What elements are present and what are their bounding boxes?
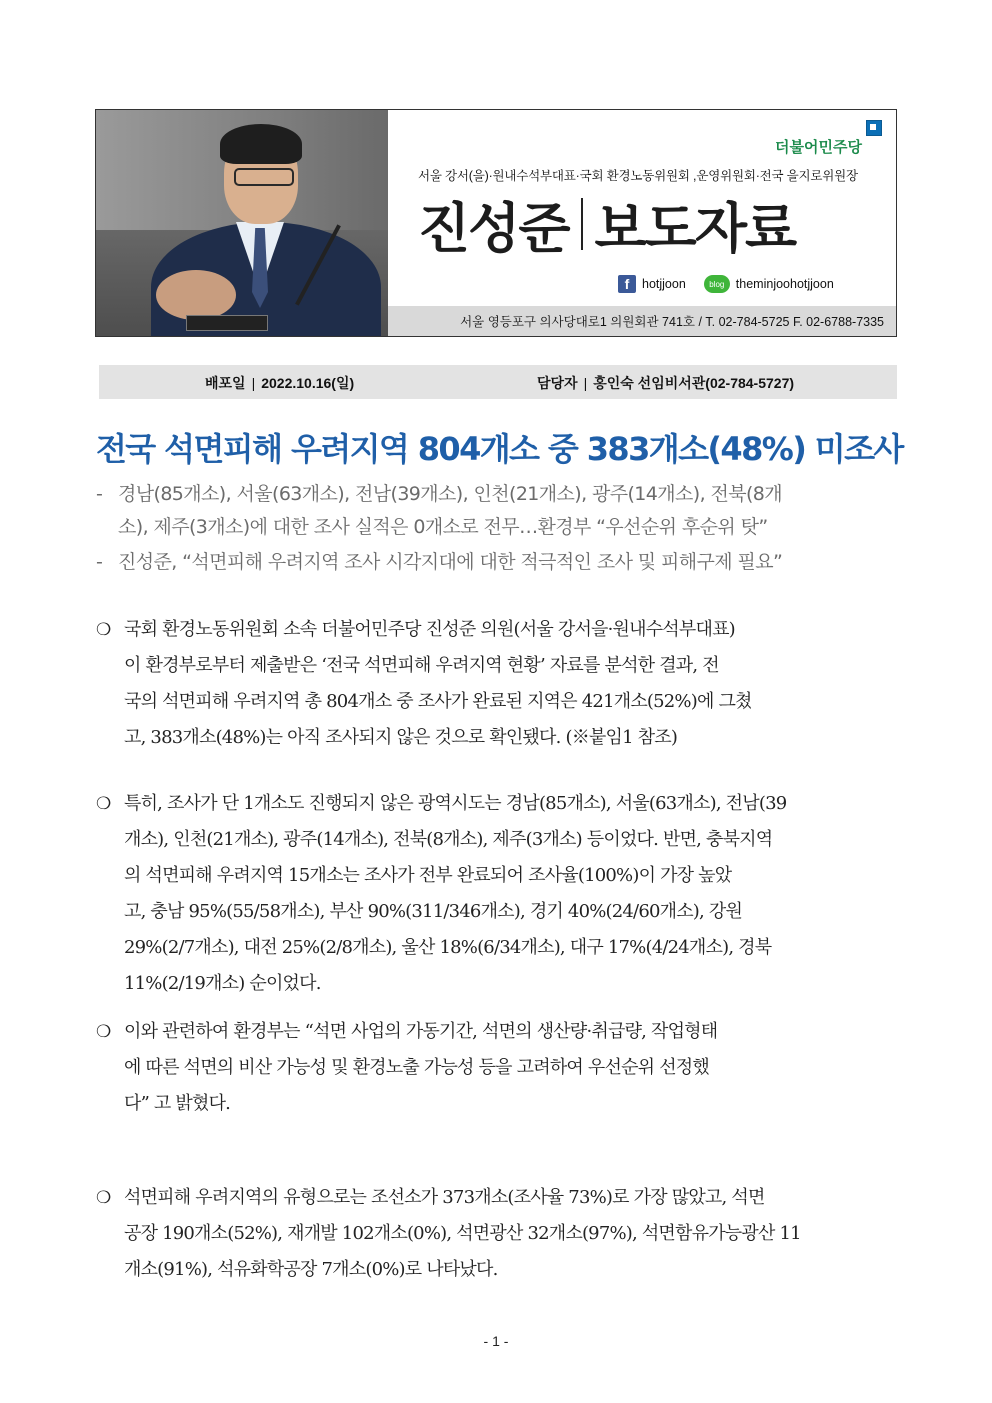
paragraph-line: 국의 석면피해 우려지역 총 804개소 중 조사가 완료된 지역은 421개소(52%)에 그쳤 <box>124 691 752 712</box>
bullet-marker: ❍ <box>96 620 111 640</box>
paragraph-line: 의 석면피해 우려지역 15개소는 조사가 전부 완료되어 조사율(100%)이 가장 높았 <box>124 865 732 886</box>
party-flag-icon <box>866 120 882 136</box>
page-number: - 1 - <box>483 1333 509 1349</box>
facebook-handle: hotjjoon <box>642 277 686 291</box>
banner-title <box>418 184 888 264</box>
paragraph-line: 고, 충남 95%(55/58개소), 부산 90%(311/346개소), 경기 40%(24/60개소), 강원 <box>124 901 743 922</box>
paragraph-line: 석면피해 우려지역의 유형으로는 조선소가 373개소(조사율 73%)로 가장 많았고, 석면 <box>124 1187 765 1208</box>
paragraph-line: 공장 190개소(52%), 재개발 102개소(0%), 석면광산 32개소(97%), 석면함유가능광산 11 <box>124 1223 801 1244</box>
contact-person <box>537 373 794 393</box>
paragraph-line: 개소(91%), 석유화학공장 7개소(0%)로 나타났다. <box>124 1259 498 1280</box>
headline: 전국 석면피해 우려지역 804개소 중 383개소(48%) 미조사 <box>96 430 903 468</box>
party-logo <box>775 120 882 157</box>
date-label: 배포일 <box>205 375 246 391</box>
dash-marker: - <box>96 551 103 573</box>
subheadline-2 <box>96 546 898 579</box>
paragraph-2 <box>96 786 896 1002</box>
lawmaker-photo <box>96 110 388 336</box>
dash-marker: - <box>96 483 103 505</box>
separator: | <box>251 375 256 391</box>
contact-label: 담당자 <box>537 375 578 391</box>
subheadline-1-line-2: 소), 제주(3개소)에 대한 조사 실적은 0개소로 전무…환경부 “우선순위 후순위 탓” <box>118 516 768 538</box>
paragraph-line: 국회 환경노동위원회 소속 더불어민주당 진성준 의원(서울 강서을·원내수석부대표) <box>124 619 735 640</box>
paragraph-1 <box>96 612 896 756</box>
paragraph-line: 고, 383개소(48%)는 아직 조사되지 않은 것으로 확인됐다. (※붙임1 참조) <box>124 727 678 748</box>
subheadline-2-line-1: 진성준, “석면피해 우려지역 조사 시각지대에 대한 적극적인 조사 및 피해구제 필요” <box>118 551 783 573</box>
blog-icon: blog <box>704 275 730 293</box>
office-address: 서울 영등포구 의사당대로1 의원회관 741호 / T. 02-784-5725 F. 02-6788-7335 <box>388 306 896 336</box>
lawmaker-name: 진성준 <box>418 196 569 260</box>
press-banner <box>95 109 897 337</box>
facebook-icon: f <box>618 275 636 293</box>
date-value: 2022.10.16(일) <box>261 375 355 391</box>
paragraph-line: 이 환경부로부터 제출받은 ‘전국 석면피해 우려지역 현황’ 자료를 분석한 결과, 전 <box>124 655 719 676</box>
subheadline-1 <box>96 478 898 544</box>
release-info-bar <box>99 365 897 399</box>
paragraph-line: 개소), 인천(21개소), 광주(14개소), 전북(8개소), 제주(3개소) 등이었다. 반면, 충북지역 <box>124 829 773 850</box>
party-name: 더불어민주당 <box>775 139 862 156</box>
paragraph-3 <box>96 1014 896 1122</box>
bullet-marker: ❍ <box>96 1188 111 1208</box>
release-date <box>205 373 354 393</box>
paragraph-line: 다” 고 밝혔다. <box>124 1093 231 1114</box>
paragraph-line: 특히, 조사가 단 1개소도 진행되지 않은 광역시도는 경남(85개소), 서울(63개소), 전남(39 <box>124 793 787 814</box>
paragraph-line: 이와 관련하여 환경부는 “석면 사업의 가동기간, 석면의 생산량·취급량, 작업형태 <box>124 1021 718 1042</box>
paragraph-line: 에 따른 석면의 비산 가능성 및 환경노출 가능성 등을 고려하여 우선순위 선정했 <box>124 1057 709 1078</box>
separator: | <box>583 375 588 391</box>
blog-handle: theminjoohotjjoon <box>735 277 834 291</box>
bullet-marker: ❍ <box>96 1022 111 1042</box>
paragraph-4 <box>96 1180 896 1288</box>
bullet-marker: ❍ <box>96 794 111 814</box>
title-divider <box>581 198 583 250</box>
paragraph-line: 11%(2/19개소) 순이었다. <box>124 973 321 994</box>
press-release-label: 보도자료 <box>594 196 796 260</box>
subheadline-1-line-1: 경남(85개소), 서울(63개소), 전남(39개소), 인천(21개소), 광주(14개소), 전북(8개 <box>118 483 783 505</box>
paragraph-line: 29%(2/7개소), 대전 25%(2/8개소), 울산 18%(6/34개소), 대구 17%(4/24개소), 경북 <box>124 937 772 958</box>
contact-value: 홍인숙 선임비서관(02-784-5727) <box>593 375 795 391</box>
social-links <box>618 275 834 293</box>
affiliation-text: 서울 강서(을)·원내수석부대표·국회 환경노동위원회 ,운영위원회·전국 을지로위원장 <box>418 169 858 183</box>
